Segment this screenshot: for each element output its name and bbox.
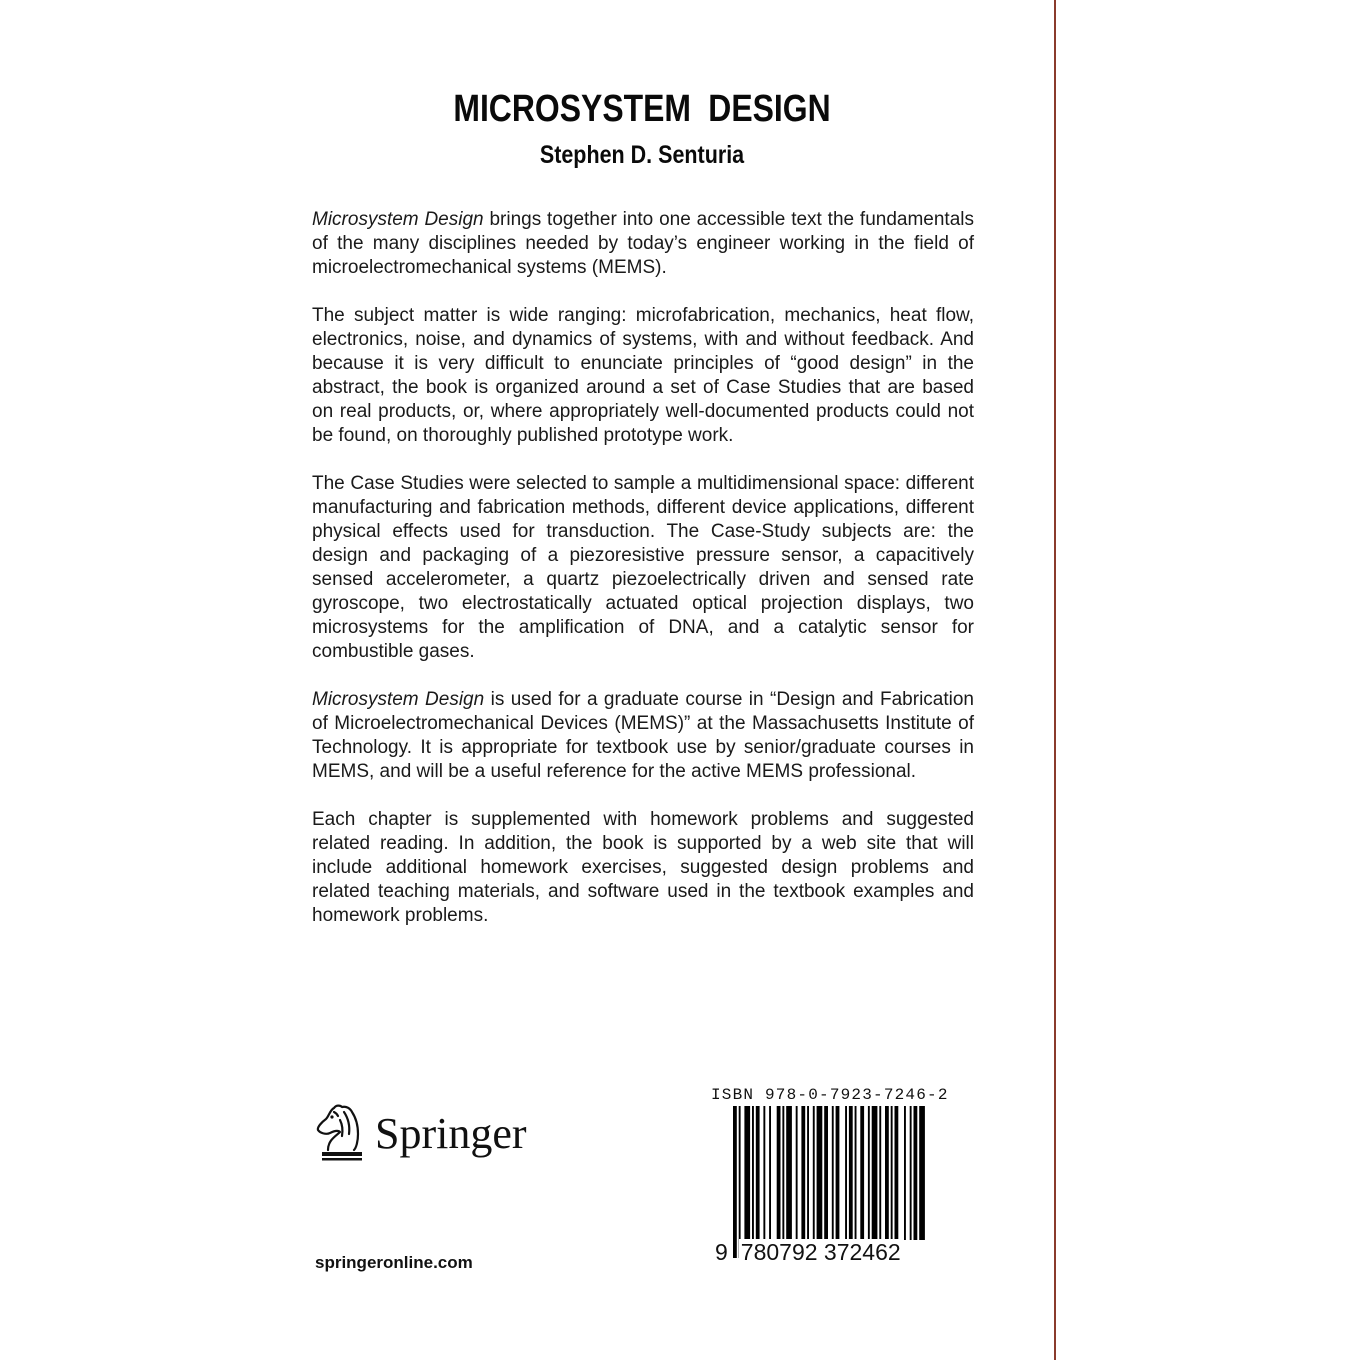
barcode-graphic [733, 1106, 925, 1258]
barcode-bar [868, 1106, 870, 1240]
publisher-url[interactable]: springeronline.com [315, 1253, 473, 1272]
barcode-lead-digit: 9 [715, 1239, 728, 1265]
description-paragraph-3: The Case Studies were selected to sample a multidimensional space: different manufacturing and fabrication methods, different device applications, different physical effects used for transduction. The Case-Study subjects are: the design and packaging of a piezoresistive pressure sensor, a capacitively sensed accelerometer, a quartz piezoelectrically driven and sensed rate gyroscope, two electrostatically actuated optical projection displays, two microsystems for the amplification of DNA, and a catalytic sensor for combustible gases. [312, 473, 974, 662]
barcode-bar [807, 1106, 809, 1240]
barcode-bar [777, 1106, 781, 1240]
barcode-bar [817, 1106, 823, 1240]
barcode-digit-groups: 780792 372462 [740, 1239, 901, 1265]
barcode-bar [786, 1106, 792, 1240]
barcode-bar [733, 1106, 737, 1258]
barcode-bar [849, 1106, 853, 1240]
barcode-bar [739, 1106, 741, 1258]
barcode-bar [801, 1106, 805, 1240]
description-paragraph-4 [312, 688, 974, 784]
barcode-bar [919, 1106, 925, 1240]
barcode-bar [813, 1106, 815, 1240]
barcode-bar [752, 1106, 754, 1240]
description-paragraph-1 [312, 208, 974, 280]
barcode-bar [885, 1106, 889, 1240]
barcode-bar [855, 1106, 857, 1240]
barcode-bar [832, 1106, 834, 1240]
barcode-bar [910, 1106, 912, 1240]
barcode-bar [904, 1106, 906, 1240]
publisher-name: Springer [375, 1109, 527, 1158]
barcode-bar [845, 1106, 847, 1240]
paragraph-text: brings together into one accessible text the fundamentals of the many disciplines needed by today’s engineer working in the field of microelectromechanical systems (MEMS). [312, 209, 974, 278]
barcode-bar [756, 1106, 760, 1240]
barcode-bar [891, 1106, 893, 1240]
isbn-label: ISBN 978-0-7923-7246-2 [711, 1086, 949, 1104]
book-title: MICROSYSTEM DESIGN [453, 88, 831, 130]
paragraph-text: is used for a graduate course in “Design and Fabrication of Microelectromechanical Devices (MEMS)” at the Massachusetts Institute of Technology. It is appropriate for textbook use by senior/graduate courses in MEMS, and will be a useful reference for the active MEMS professional. [312, 689, 974, 782]
description-paragraph-2: The subject matter is wide ranging: microfabrication, mechanics, heat flow, electronics, noise, and dynamics of systems, with and without feedback. And because it is very difficult to enunciate principles of “good design” in the abstract, the book is organized around a set of Case Studies that are based on real products, or, where appropriately well-documented products could not be found, on thoroughly published prototype work. [312, 305, 974, 446]
barcode-bar [836, 1106, 840, 1240]
barcode-bar [763, 1106, 765, 1240]
barcode-bar [879, 1106, 881, 1240]
barcode-bar [914, 1106, 918, 1240]
title-reference: Microsystem Design [312, 689, 485, 710]
title-reference: Microsystem Design [312, 209, 484, 230]
description-paragraph-5: Each chapter is supplemented with homework problems and suggested related reading. In addition, the book is supported by a web site that will include additional homework exercises, suggested design problems and related teaching materials, and software used in the textbook examples and homework problems. [312, 809, 974, 926]
barcode-digits [713, 1239, 903, 1266]
barcode-bar [769, 1106, 771, 1240]
barcode-bar [860, 1106, 864, 1258]
back-cover-description [312, 208, 974, 952]
barcode-bar [824, 1106, 828, 1240]
barcode-bar [782, 1106, 784, 1240]
barcode-bar [872, 1106, 878, 1240]
barcode-bar [895, 1106, 899, 1240]
barcode-bar [796, 1106, 798, 1240]
spine-edge-line [1054, 0, 1056, 1360]
barcode-bar [744, 1106, 750, 1240]
book-author: Stephen D. Senturia [539, 141, 745, 169]
